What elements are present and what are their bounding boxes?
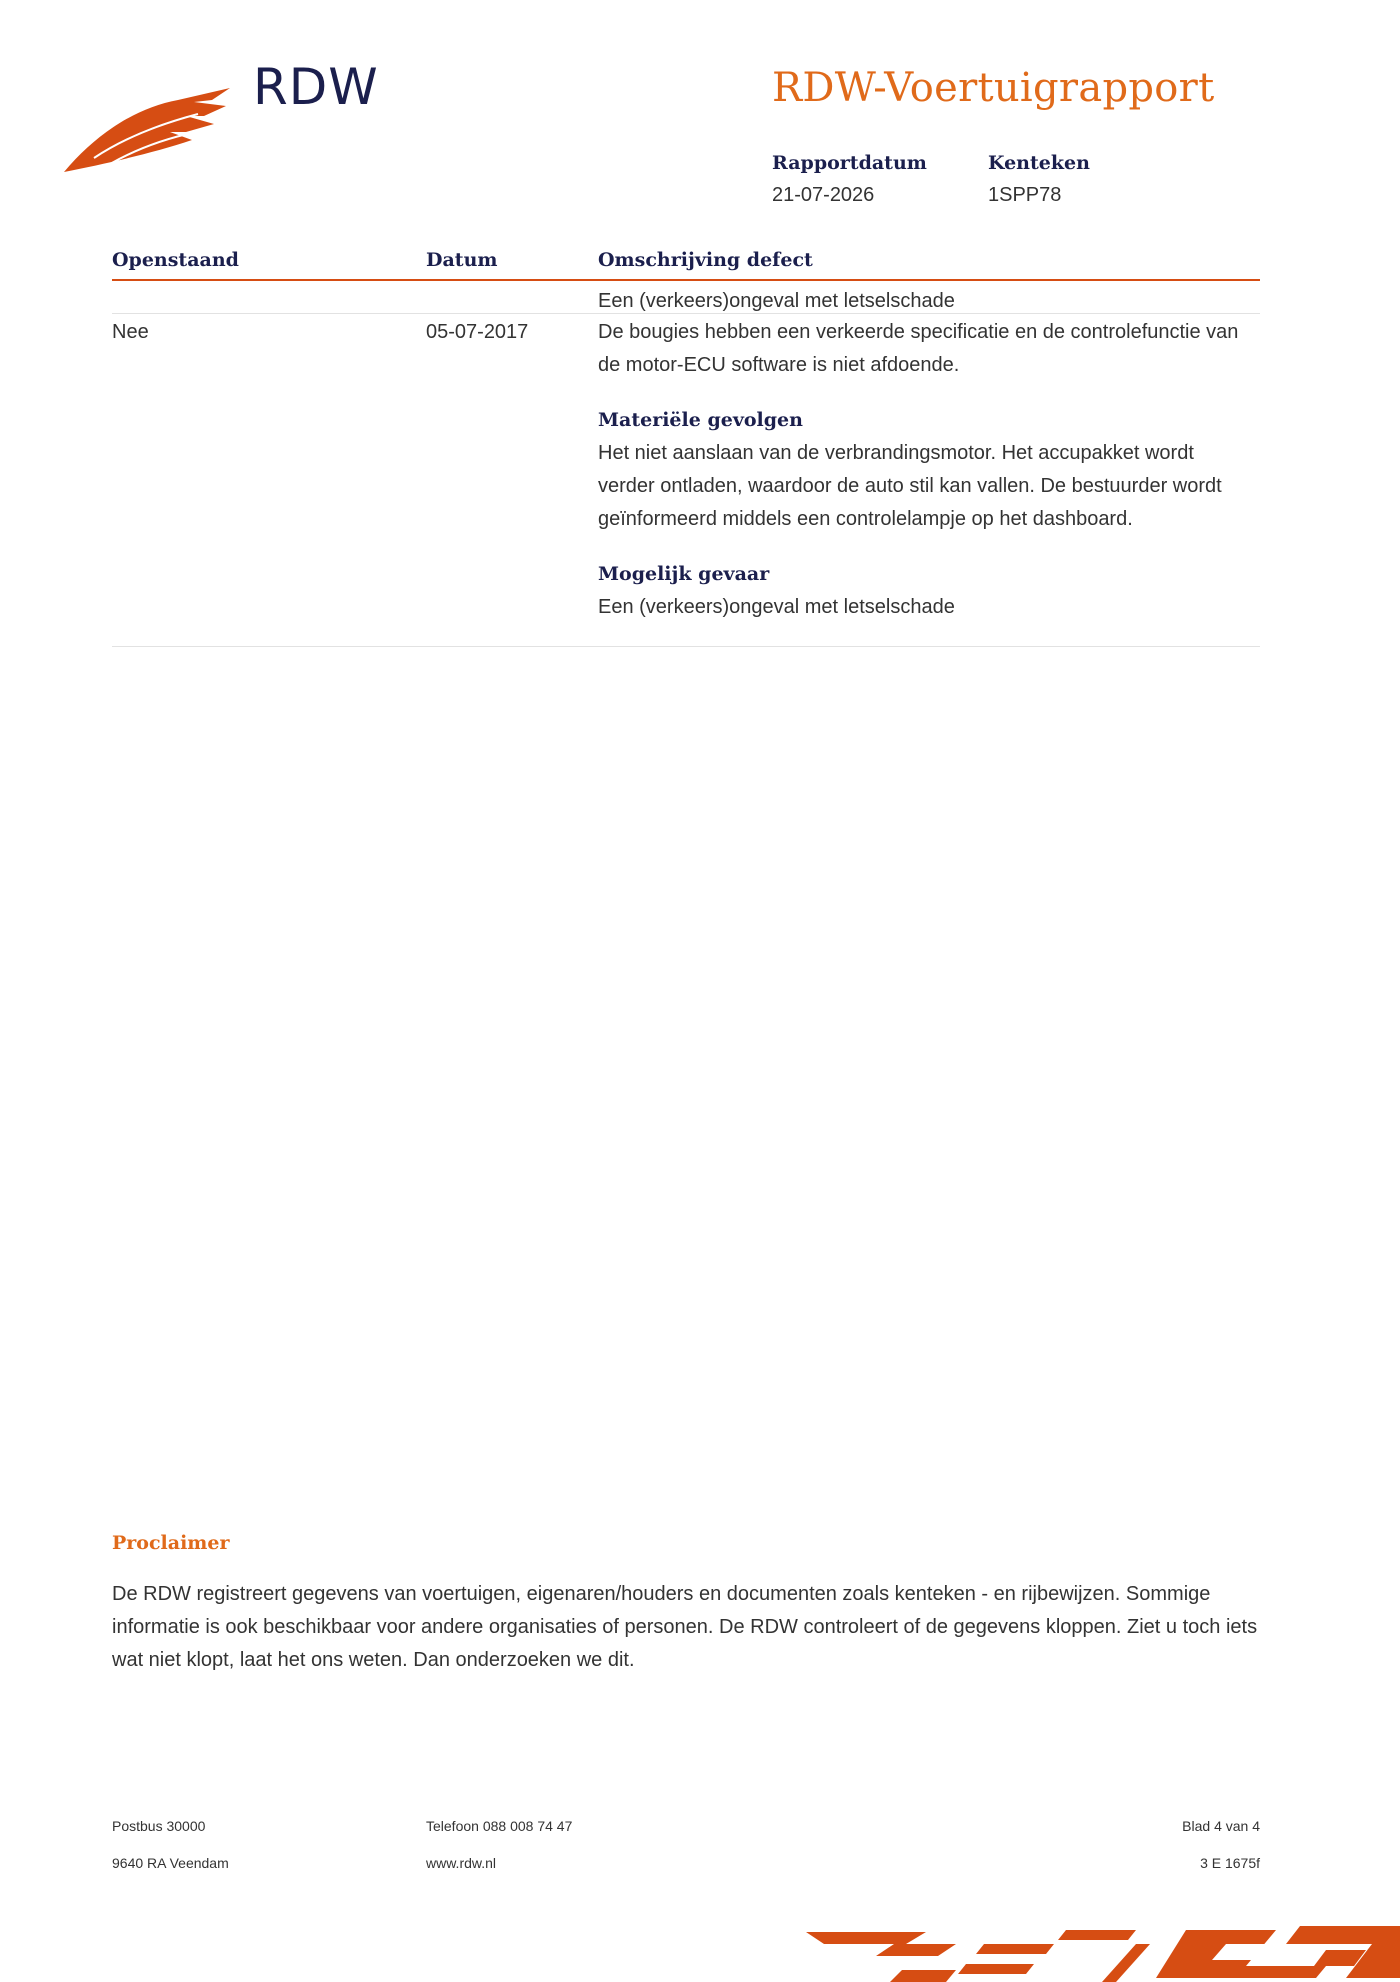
footer-document-code: 3 E 1675f [1200, 1855, 1260, 1871]
plate-value: 1SPP78 [988, 184, 1062, 206]
report-title: RDW-Voertuigrapport [772, 65, 1215, 111]
report-date-value: 21-07-2026 [772, 184, 875, 206]
material-consequences-text: Het niet aanslaan van de verbrandingsmotor. Het accupakket wordt verder ontladen, waardoor de auto stil kan vallen. De bestuurder wordt geïnformeerd middels een controlelampje op het dashboard. [598, 442, 1222, 530]
report-date-label: Rapportdatum [772, 152, 927, 174]
material-consequences-title: Materiële gevolgen [598, 409, 803, 431]
defects-table [112, 247, 1260, 647]
possible-danger-title: Mogelijk gevaar [598, 563, 770, 585]
footer-address-line2: 9640 RA Veendam [112, 1855, 229, 1871]
plate-label: Kenteken [988, 152, 1090, 174]
proclaimer-text: De RDW registreert gegevens van voertuigen, eigenaren/houders en documenten zoals kenteken - en rijbewijzen. Sommige informatie is ook beschikbaar voor andere organisaties of personen. De RDW controleert of de gegevens kloppen. Ziet u toch iets wat niet klopt, laat het ons weten. Dan onderzoeken we dit. [112, 1583, 1258, 1671]
cell-description: Een (verkeers)ongeval met letselschade [598, 290, 955, 312]
footer-website[interactable]: www.rdw.nl [426, 1855, 497, 1871]
column-header-description: Omschrijving defect [598, 249, 813, 271]
table-header [112, 247, 1260, 281]
rdw-arrows-decoration-icon [806, 1920, 1400, 1982]
possible-danger-text: Een (verkeers)ongeval met letselschade [598, 596, 955, 618]
rdw-logo-mark-icon [64, 84, 234, 179]
cell-description [598, 316, 1248, 624]
table-row [112, 314, 1260, 647]
column-header-open: Openstaand [112, 249, 239, 271]
column-header-date: Datum [426, 249, 498, 271]
proclaimer-title: Proclaimer [112, 1532, 230, 1554]
footer-page-number: Blad 4 van 4 [1182, 1818, 1260, 1834]
defect-description: De bougies hebben een verkeerde specificatie en de controlefunctie van de motor-ECU software is niet afdoende. [598, 321, 1239, 376]
rdw-logo-text: RDW [253, 58, 379, 116]
footer-address-line1: Postbus 30000 [112, 1818, 206, 1834]
table-row [112, 281, 1260, 314]
footer-phone: Telefoon 088 008 74 47 [426, 1818, 573, 1834]
cell-date: 05-07-2017 [426, 321, 529, 343]
cell-open: Nee [112, 321, 149, 343]
